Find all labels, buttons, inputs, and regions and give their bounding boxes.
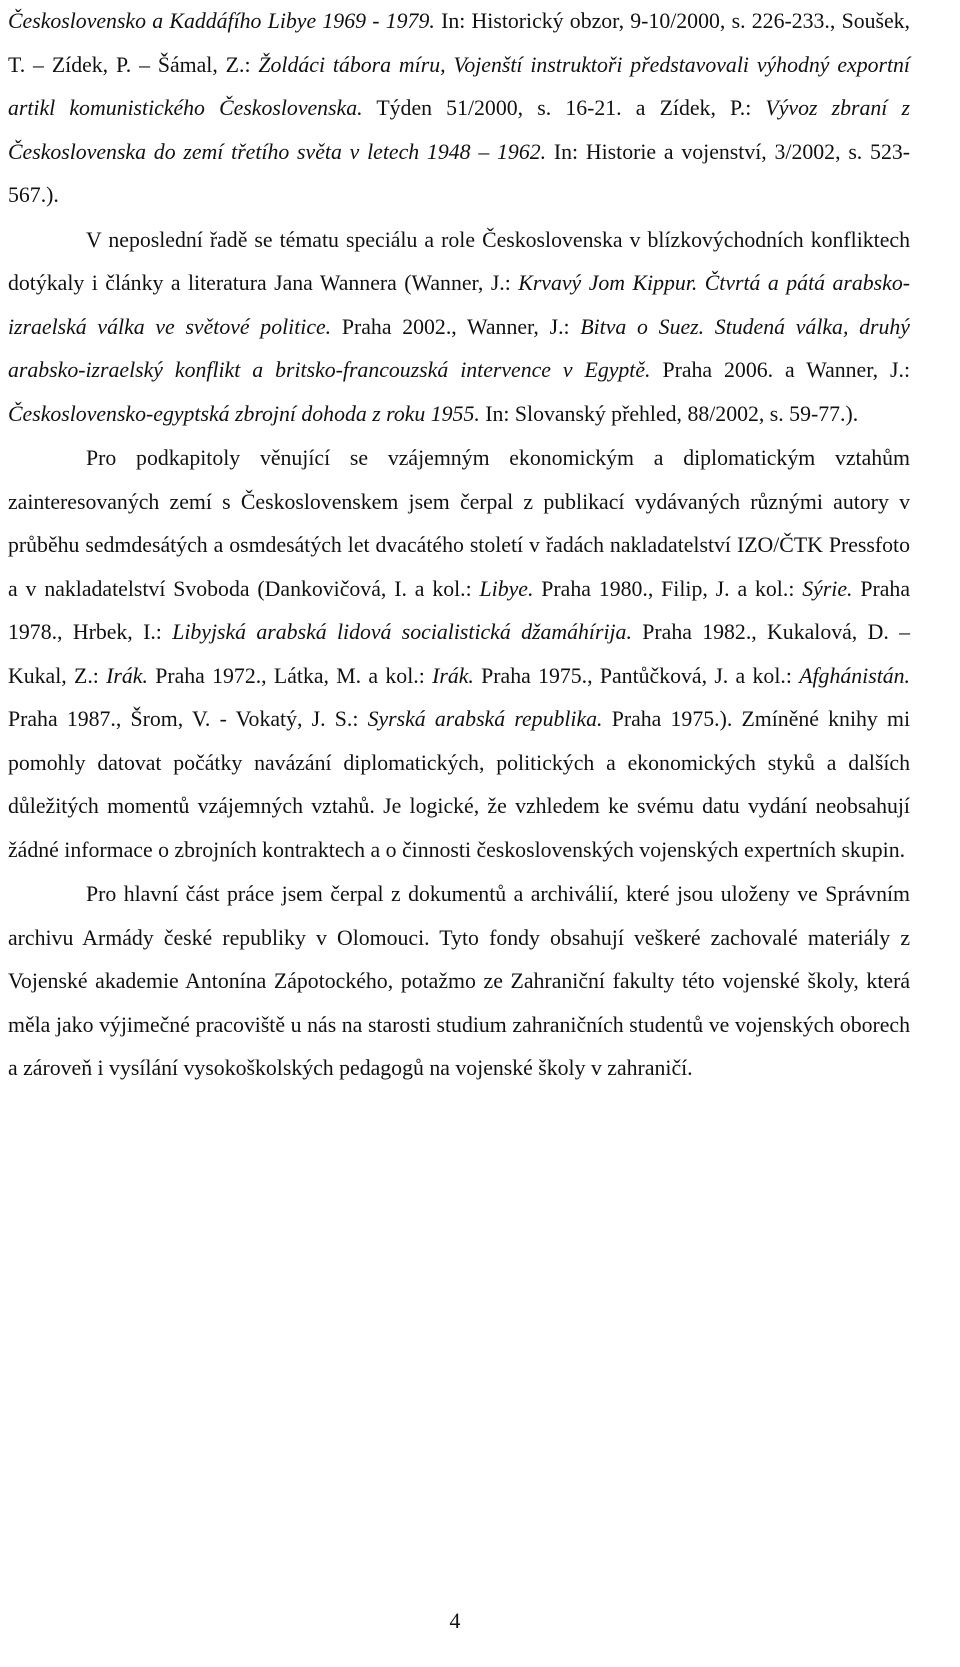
text-segment: Praha 2006. a Wanner, J.: <box>650 358 910 382</box>
paragraph <box>8 873 910 1091</box>
text-segment: V neposlední řadě se tématu speciálu a role Československa v blízkovýchodních konfliktech dotýkaly i články a literatura Jana Wannera (Wanner, J.: <box>8 227 910 295</box>
italic-text-segment: Libye. <box>479 576 534 601</box>
italic-text-segment: Vývoz zbraní z Československa do zemí třetího světa v letech 1948 – 1962. <box>8 96 910 164</box>
italic-text-segment: Afghánistán. <box>799 663 910 688</box>
italic-text-segment: Sýrie. <box>802 576 853 601</box>
italic-text-segment: Žoldáci tábora míru, Vojenští instruktoři představovali výhodný exportní artikl komunistického Československa. <box>8 52 910 120</box>
text-segment: Praha 1980., Filip, J. a kol.: <box>533 576 803 601</box>
italic-text-segment: Krvavý Jom Kippur. Čtvrtá a pátá arabsko-izraelská válka ve světové politice. <box>8 271 910 339</box>
text-segment: Týden 51/2000, s. 16-21. a Zídek, P.: <box>362 96 766 120</box>
italic-text-segment: Československo a Kaddáfího Libye 1969 - 1979. <box>8 9 435 33</box>
text-segment: Praha 1982., Kukalová, D. – Kukal, Z.: <box>8 620 911 688</box>
text-segment: Praha 1975.). Zmíněné knihy mi pomohly datovat počátky navázání diplomatických, politických a ekonomických styků a dalších důležitých momentů vzájemných vztahů. Je logické, že vzhledem ke svému datu vydání neobsahují žádné informace o zbrojních kontraktech a o činnosti československých vojenských expertních skupin. <box>8 707 911 862</box>
text-segment: Praha 1972., Látka, M. a kol.: <box>147 663 433 688</box>
italic-text-segment: Bitva o Suez. Studená válka, druhý arabsko-izraelský konflikt a britsko-francouzská intervence v Egyptě. <box>8 314 910 382</box>
text-segment: In: Historický obzor, 9-10/2000, s. 226-233., Soušek, T. – Zídek, P. – Šámal, Z.: <box>8 9 910 77</box>
text-segment: Praha 2002., Wanner, J.: <box>331 314 581 339</box>
italic-text-segment: Libyjská arabská lidová socialistická džamáhírija. <box>172 620 632 644</box>
paragraph <box>8 219 910 437</box>
italic-text-segment: Irák. <box>106 663 148 688</box>
paragraph <box>8 437 910 872</box>
text-segment: Praha 1987., Šrom, V. - Vokatý, J. S.: <box>8 707 368 731</box>
text-segment: Praha 1978., Hrbek, I.: <box>8 576 910 644</box>
text-segment: In: Slovanský přehled, 88/2002, s. 59-77.). <box>479 401 859 426</box>
italic-text-segment: Irák. <box>432 663 474 688</box>
text-segment: Pro podkapitoly věnující se vzájemným ekonomickým a diplomatickým vztahům zainteresovaných zemí s Československem jsem čerpal z publikací vydávaných různými autory v průběhu sedmdesátých a osmdesátých let dvacátého století v řadách nakladatelství IZO/ČTK Pressfoto a v nakladatelství Svoboda (Dankovičová, I. a kol.: <box>8 446 910 601</box>
italic-text-segment: Syrská arabská republika. <box>367 707 603 731</box>
text-segment: Praha 1975., Pantůčková, J. a kol.: <box>473 663 800 688</box>
paragraph <box>8 0 910 218</box>
text-segment: In: Historie a vojenství, 3/2002, s. 523-567.). <box>8 139 911 207</box>
document-page <box>8 0 910 1091</box>
italic-text-segment: Československo-egyptská zbrojní dohoda z roku 1955. <box>8 401 480 426</box>
text-segment: Pro hlavní část práce jsem čerpal z dokumentů a archiválií, které jsou uloženy ve Správním archivu Armády české republiky v Olomouci. Tyto fondy obsahují veškeré zachovalé materiály z Vojenské akademie Antonína Zápotockého, potažmo ze Zahraniční fakulty této vojenské školy, která měla jako výjimečné pracoviště u nás na starosti studium zahraničních studentů ve vojenských oborech a zároveň i vysílání vysokoškolských pedagogů na vojenské školy v zahraničí. <box>8 882 910 1080</box>
page-number: 4 <box>449 1609 461 1633</box>
